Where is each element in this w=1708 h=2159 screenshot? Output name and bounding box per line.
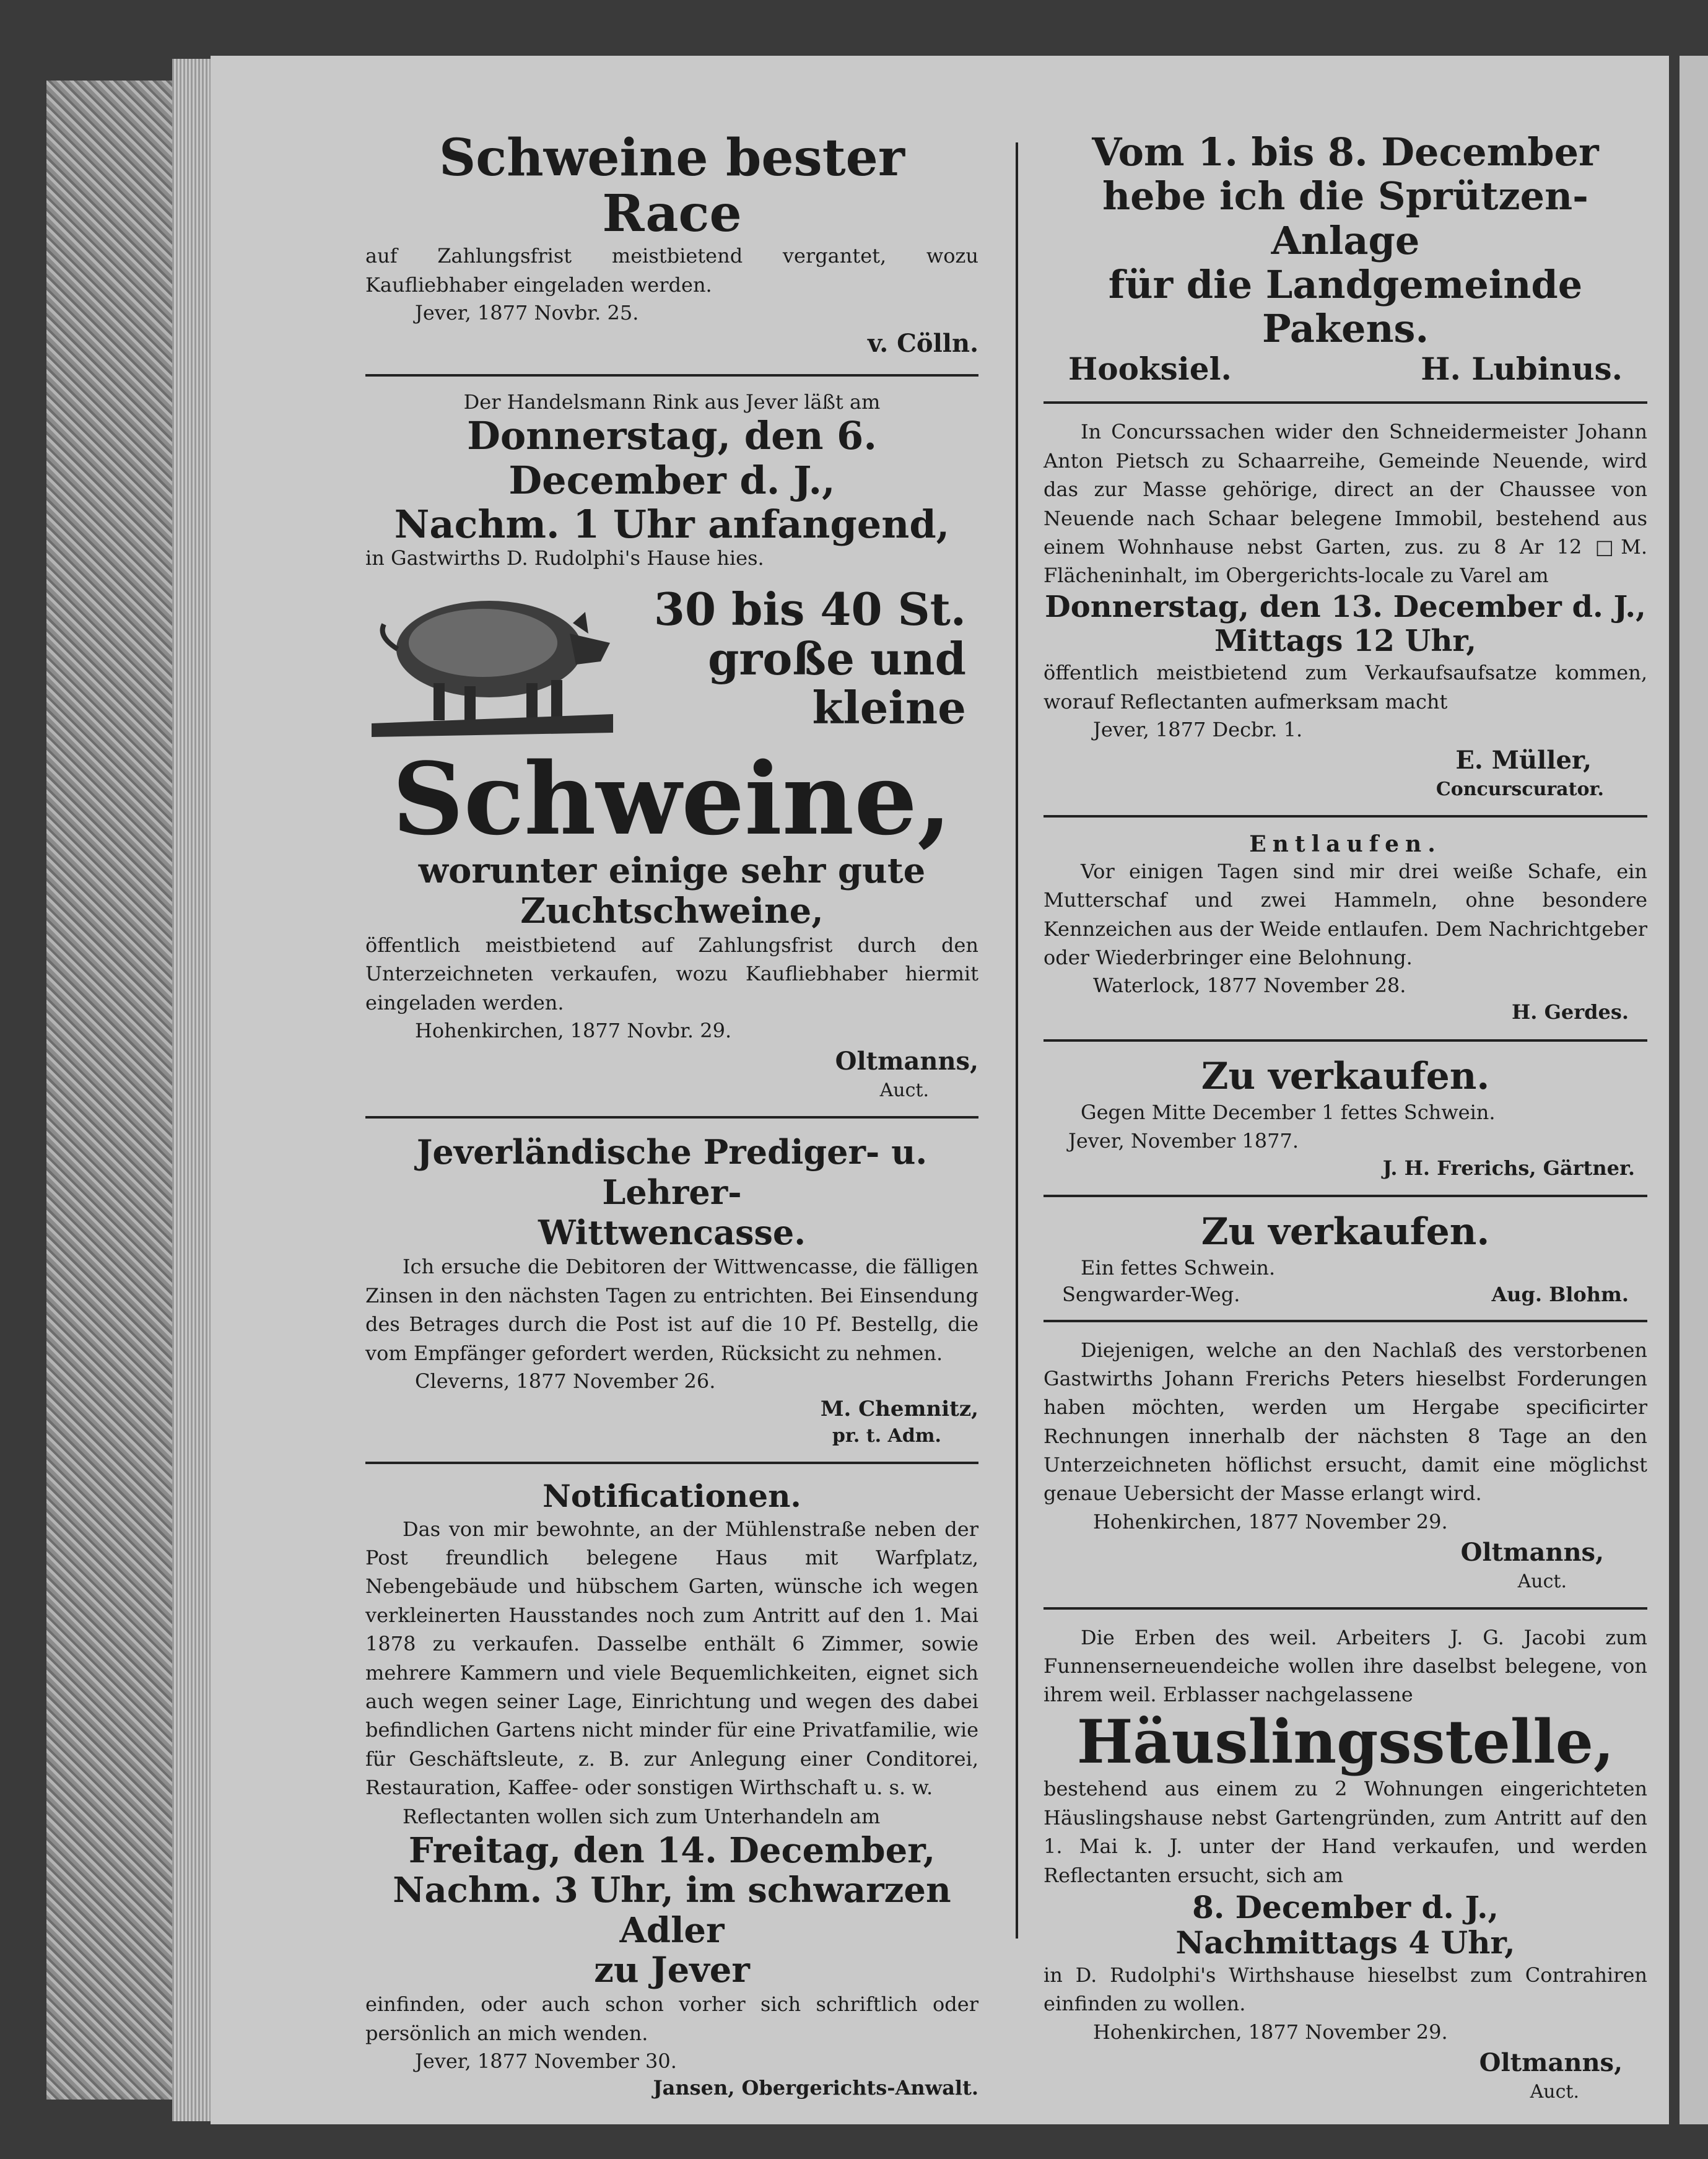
page-edges (172, 59, 216, 2121)
divider (365, 1462, 978, 1464)
ad-subline-2: Zuchtschweine, (520, 890, 824, 931)
ad-body: In Concurssachen wider den Schneidermeister Johann Anton Pietsch zu Schaarreihe, Gemeinde Neuende, wird das zur Masse gehörige, direct an der Chaussee von Neuende nach Schaar belegene Immobil, bestehend aus einem Wohnhause nebst Garten, zus. zu 8 Ar 12 □M. Flächeninhalt, im Obergerichts-locale zu Varel am (1044, 420, 1647, 588)
ad-body-2: öffentlich meistbietend zum Verkaufsaufsatze kommen, worauf Reflectanten aufmerksam macht (1044, 661, 1647, 713)
ad-time: Nachm. 3 Uhr, im schwarzen Adler (393, 1870, 951, 1951)
divider (1044, 815, 1647, 818)
ad-place-date: Jever, 1877 Decbr. 1. (1093, 717, 1303, 741)
ad-title: Zu verkaufen. (1201, 1054, 1490, 1098)
ad-intro: Der Handelsmann Rink aus Jever läßt am (463, 390, 881, 414)
ad-title: Entlaufen. (1249, 831, 1442, 857)
ad-entlaufen (1044, 831, 1647, 1026)
ad-signature: H. Gerdes. (1512, 1000, 1629, 1024)
ad-place-date: Hohenkirchen, 1877 November 29. (1093, 1509, 1448, 1533)
ad-signature: J. H. Frerichs, Gärtner. (1382, 1156, 1635, 1180)
divider (1044, 1039, 1647, 1042)
ad-nachlass (1044, 1336, 1647, 1594)
ad-body: Die Erben des weil. Arbeiters J. G. Jacobi zum Funnenserneuendeiche wollen ihre daselbst belegene, von ihrem weil. Erblasser nachgelassene (1044, 1625, 1647, 1707)
ad-place-date: Jever, 1877 November 30. (415, 2049, 677, 2074)
pig-illustration-row (365, 575, 978, 742)
ad-concurs (1044, 417, 1647, 801)
ad-headline-big: Häuslingsstelle, (1076, 1706, 1614, 1777)
ad-line-2: hebe ich die Sprützen-Anlage (1102, 173, 1588, 263)
ad-body: auf Zahlungsfrist meistbietend vergantet, wozu Kaufliebhaber eingeladen werden. (365, 244, 978, 297)
ad-subline-1: worunter einige sehr gute (418, 850, 926, 892)
ad-title: Notificationen. (542, 1477, 801, 1514)
ad-title-2: Wittwencasse. (538, 1212, 806, 1252)
ad-body: Diejenigen, welche an den Nachlaß des verstorbenen Gastwirths Johann Frerichs Peters hieselbst Forderungen haben möchten, werden um Hergabe specificirter Rechnungen innerhalb der nächsten 8 Tage an den Unterzeichneten höflichst ersucht, damit eine möglichst genaue Uebersicht der Masse erlangt wird. (1044, 1338, 1647, 1506)
ad-body-2: bestehend aus einem zu 2 Wohnungen eingerichteten Häuslingshause nebst Gartengründen, zum Antritt auf den 1. Mai k. J. unter der Hand verkaufen, und werden Reflectanten ersucht, sich am (1044, 1777, 1647, 1887)
ad-body: Ich ersuche die Debitoren der Wittwencasse, die fälligen Zinsen in den nächsten Tagen zu entrichten. Bei Einsendung des Betrages durch die Post ist auf die 10 Pf. Bestellg, die vom Empfänger gefordert werden, Rücksicht zu nehmen. (365, 1255, 978, 1365)
ad-role: pr. t. Adm. (832, 1424, 941, 1447)
divider (1044, 1320, 1647, 1322)
ad-signature: M. Chemnitz, (820, 1396, 978, 1421)
divider (1044, 1607, 1647, 1610)
ad-body: Vor einigen Tagen sind mir drei weiße Schafe, ein Mutterschaf und zwei Hammeln, ohne besondere Kennzeichen aus der Weide entlaufen. Dem Nachrichtgeber oder Wiederbringer eine Belohnung. (1044, 859, 1647, 969)
ad-signature: E. Müller, (1455, 745, 1592, 775)
ad-size-2: kleine (812, 681, 966, 734)
ad-signature: Aug. Blohm. (1491, 1282, 1629, 1306)
left-column (365, 130, 978, 2101)
ad-body: Gegen Mitte December 1 fettes Schwein. (1081, 1100, 1496, 1124)
column-divider (1016, 142, 1018, 1939)
pig-illustration (365, 575, 619, 742)
divider (1044, 401, 1647, 404)
ad-place-date: Hohenkirchen, 1877 November 29. (1093, 2020, 1448, 2044)
ad-signature: H. Lubinus. (1421, 351, 1623, 388)
divider (1044, 1195, 1647, 1197)
ad-role: Auct. (879, 1079, 929, 1101)
ad-signature: Oltmanns, (1460, 1537, 1604, 1567)
ad-date: Donnerstag, den 13. December d. J., (1045, 589, 1646, 624)
ad-line-3: für die Landgemeinde Pakens. (1108, 261, 1583, 352)
ad-date: Freitag, den 14. December, (408, 1830, 936, 1871)
ad-rink-auction (365, 390, 978, 1102)
ad-title-1: Jeverländische Prediger- u. Lehrer- (416, 1132, 928, 1212)
ad-title: Zu verkaufen. (1201, 1210, 1490, 1254)
ad-line-1: Vom 1. bis 8. December (1092, 129, 1599, 175)
ad-zu-verkaufen-1 (1044, 1055, 1647, 1181)
ad-time: Mittags 12 Uhr, (1214, 624, 1476, 659)
right-column (1044, 130, 1647, 2104)
ad-place-date: Cleverns, 1877 November 26. (415, 1369, 716, 1393)
ad-signature: v. Cölln. (868, 328, 978, 358)
ad-title: Schweine bester Race (439, 128, 905, 244)
ad-wittwencasse (365, 1132, 978, 1448)
ad-role: Auct. (1517, 1570, 1567, 1592)
divider (365, 1116, 978, 1119)
ad-signature: Oltmanns, (1479, 2048, 1623, 2077)
pig-text (619, 585, 978, 732)
ad-signature: Jansen, Obergerichts-Anwalt. (653, 2076, 978, 2100)
ad-signature: Oltmanns, (835, 1046, 978, 1076)
ad-footer (1044, 1283, 1647, 1306)
ad-place-date: Jever, 1877 Novbr. 25. (415, 301, 639, 325)
ad-role: Concurscurator. (1436, 778, 1604, 800)
facing-page-edge (1680, 56, 1708, 2124)
ad-place-date: Waterlock, 1877 November 28. (1093, 974, 1406, 998)
ad-count: 30 bis 40 St. (653, 583, 966, 636)
ad-schweine-race (365, 130, 978, 360)
ad-date: Donnerstag, den 6. December d. J., (467, 413, 877, 503)
ad-date: 8. December d. J., (1192, 1888, 1499, 1926)
ad-body-3: in D. Rudolphi's Wirthshause hieselbst zum Contrahiren einfinden zu wollen. (1044, 1963, 1647, 2016)
ad-body: Das von mir bewohnte, an der Mühlenstraße neben der Post freundlich belegene Haus mit Warfplatz, Nebengebäude und hübschem Garten, wünsche ich wegen verkleinerten Hausstandes noch zum Antritt auf den 1. Mai 1878 zu verkaufen. Dasselbe enthält 6 Zimmer, sowie mehrere Kammern und viele Bequemlichkeiten, eignet sich auch wegen seiner Lage, Einrichtung und wegen des dabei befindlichen Gartens nicht minder für eine Privatfamilie, wie für Geschäftsleute, z. B. zur Anlegung einer Conditorei, Restauration, Kaffee- oder sonstigen Wirthschaft u. s. w. (365, 1517, 978, 1800)
ad-time: Nachmittags 4 Uhr, (1175, 1924, 1515, 1961)
divider (365, 374, 978, 377)
ad-location: in Gastwirths D. Rudolphi's Hause hies. (365, 546, 764, 570)
ad-place: Jever, November 1877. (1068, 1129, 1299, 1153)
ad-haeuslingsstelle (1044, 1623, 1647, 2104)
ad-time: Nachm. 1 Uhr anfangend, (394, 501, 950, 547)
ad-body-2: Reflectanten wollen sich zum Unterhandeln am (403, 1804, 881, 1828)
ad-place: Hooksiel. (1068, 351, 1232, 388)
ad-location: zu Jever (594, 1950, 750, 1991)
book-cover-edge (46, 81, 182, 2100)
ad-body: öffentlich meistbietend auf Zahlungsfrist durch den Unterzeichneten verkaufen, wozu Kaufliebhaber hiermit eingeladen werden. (365, 933, 978, 1014)
ad-role: Auct. (1530, 2080, 1579, 2103)
ad-body-3: einfinden, oder auch schon vorher sich schriftlich oder persönlich an mich wenden. (365, 1992, 978, 2045)
ad-place-date: Hohenkirchen, 1877 Novbr. 29. (415, 1019, 732, 1043)
ad-zu-verkaufen-2 (1044, 1211, 1647, 1306)
ad-headline-big: Schweine, (392, 741, 952, 858)
ad-footer (1044, 351, 1647, 388)
ad-notificationen (365, 1478, 978, 2101)
ad-size-1: große und (708, 632, 966, 685)
ad-place: Sengwarder-Weg. (1062, 1282, 1240, 1306)
ad-spruetzen (1044, 130, 1647, 388)
ad-body: Ein fettes Schwein. (1081, 1256, 1276, 1280)
